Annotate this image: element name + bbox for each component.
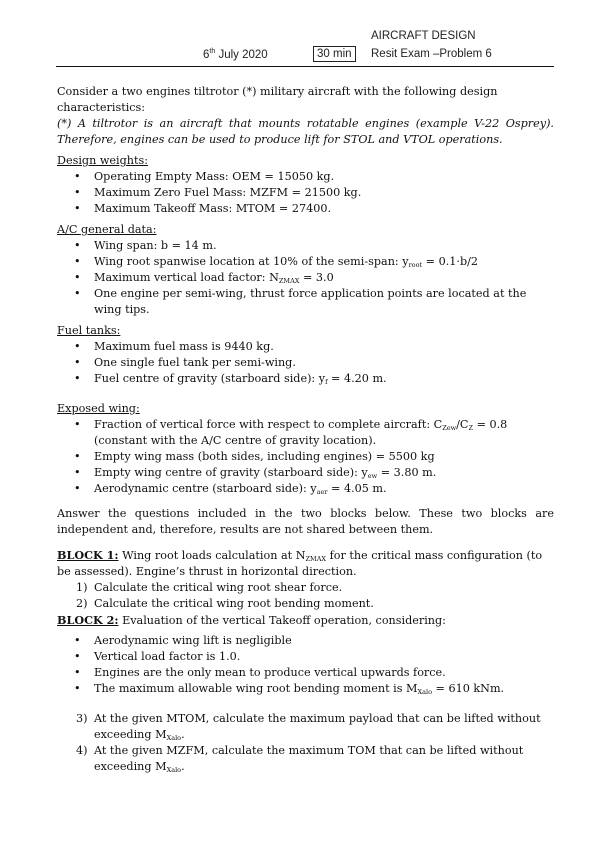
text: = 3.80 m. [377,466,437,479]
text: = 0.1·b/2 [422,255,478,268]
header-divider [56,66,554,67]
block2-questions [57,711,554,775]
subscript: aer [316,488,328,496]
subscript: Xalo [166,766,182,774]
text: Fuel centre of gravity (starboard side): y [94,372,326,385]
block2-conditions [57,633,554,697]
question-2 [57,596,554,612]
text: = 4.05 m. [327,482,387,495]
date-rest: July 2020 [215,48,268,61]
list-item: • Engines are the only mean to produce vertical upwards force. [57,665,554,681]
subscript: root [408,261,423,269]
list-item: • Maximum Zero Fuel Mass: MZFM = 21500 kg. [57,185,554,201]
subscript: f [325,378,328,386]
list-item [57,681,554,697]
course-title: AIRCRAFT DESIGN [371,30,476,42]
question-number: 4) [76,744,88,757]
spacer [57,538,554,547]
text: for the critical mass configuration (to be assessed). Engine’s thrust in horizontal direction. [57,549,543,578]
question-3 [57,711,554,743]
text: = 0.8 (constant with the A/C centre of gravity location). [94,418,508,447]
exposed-wing-heading: Exposed wing: [57,402,140,415]
subscript: Xalo [417,688,432,696]
wing-root-item [57,254,554,270]
wing-cg-item [57,465,554,481]
exam-label: Resit Exam –Problem 6 [371,48,492,60]
spacer [57,387,554,396]
text: Wing root spanwise location at 10% of the semi-span: y [94,255,409,268]
question-1 [57,580,554,596]
date-suffix: th [209,48,216,55]
exposed-wing-list [57,417,554,497]
block2-label: BLOCK 2: [57,613,119,627]
text: . [181,760,185,773]
subscript: ew [367,472,378,480]
fuel-cg-item [57,371,554,387]
date-day: 6 [203,48,210,61]
list-item: • Operating Empty Mass: OEM = 15050 kg. [57,169,554,185]
text: Maximum vertical load factor: N [94,271,279,284]
block1-description [57,547,554,580]
spacer [57,497,554,506]
fuel-max-item: • Maximum fuel mass is 9440 kg. [57,339,554,355]
aero-centre-item [57,481,554,497]
text: = 3.0 [299,271,334,284]
engine-item: • One engine per semi-wing, thrust force application points are located at the wing tips. [57,286,554,318]
text: Calculate the critical wing root bending moment. [94,597,374,610]
list-item: • Vertical load factor is 1.0. [57,649,554,665]
fuel-heading: Fuel tanks: [57,324,121,337]
tiltrotor-note: (*) A tiltrotor is an aircraft that mounts rotatable engines (example V-22 Osprey). Therefore, engines can be used to produce lift for STOL and VTOL operations. [57,117,554,146]
list-item: • Maximum Takeoff Mass: MTOM = 27400. [57,201,554,217]
subscript: Xalo [166,734,182,742]
block2-description [57,612,554,629]
fuel-list [57,339,554,387]
force-fraction-item [57,417,554,449]
text: Evaluation of the vertical Takeoff operation, considering: [118,614,446,627]
exam-date [203,48,268,61]
fuel-tank-item: • One single fuel tank per semi-wing. [57,355,554,371]
intro-text: Consider a two engines tiltrotor (*) military aircraft with the following design characteristics: [57,85,498,114]
answer-instructions: Answer the questions included in the two blocks below. These two blocks are independent and, therefore, results are not shared between them. [57,507,554,536]
text: Fraction of vertical force with respect to complete aircraft: C [94,418,443,431]
text: /C [456,418,469,431]
subscript: ZMAX [305,555,327,563]
subscript: ZMAX [278,277,300,285]
spacer [57,697,554,711]
subscript: Zew [442,424,457,432]
time-box: 30 min [313,46,356,62]
text: At the given MZFM, calculate the maximum TOM that can be lifted without exceeding M [94,744,524,773]
text: = 4.20 m. [327,372,387,385]
problem-body [57,84,554,775]
general-data-heading: A/C general data: [57,223,157,236]
block1-questions [57,580,554,612]
wing-mass-item: • Empty wing mass (both sides, including engines) = 5500 kg [57,449,554,465]
text: The maximum allowable wing root bending moment is M [94,682,418,695]
question-4 [57,743,554,775]
design-weights-heading: Design weights: [57,154,148,167]
list-item: • Aerodynamic wing lift is negligible [57,633,554,649]
general-data-list [57,238,554,318]
text: Empty wing centre of gravity (starboard side): y [94,466,368,479]
load-factor-item [57,270,554,286]
subscript: Z [468,424,474,432]
text: Wing root loads calculation at N [118,549,306,562]
design-weights-list [57,169,554,217]
text: Calculate the critical wing root shear force. [94,581,343,594]
block1-label: BLOCK 1: [57,548,119,562]
question-number: 2) [76,597,88,610]
wing-span-item: • Wing span: b = 14 m. [57,238,554,254]
text: . [181,728,185,741]
text: At the given MTOM, calculate the maximum payload that can be lifted without exceeding M [94,712,541,741]
question-number: 1) [76,581,88,594]
question-number: 3) [76,712,88,725]
text: = 610 kNm. [431,682,505,695]
text: Aerodynamic centre (starboard side): y [94,482,317,495]
